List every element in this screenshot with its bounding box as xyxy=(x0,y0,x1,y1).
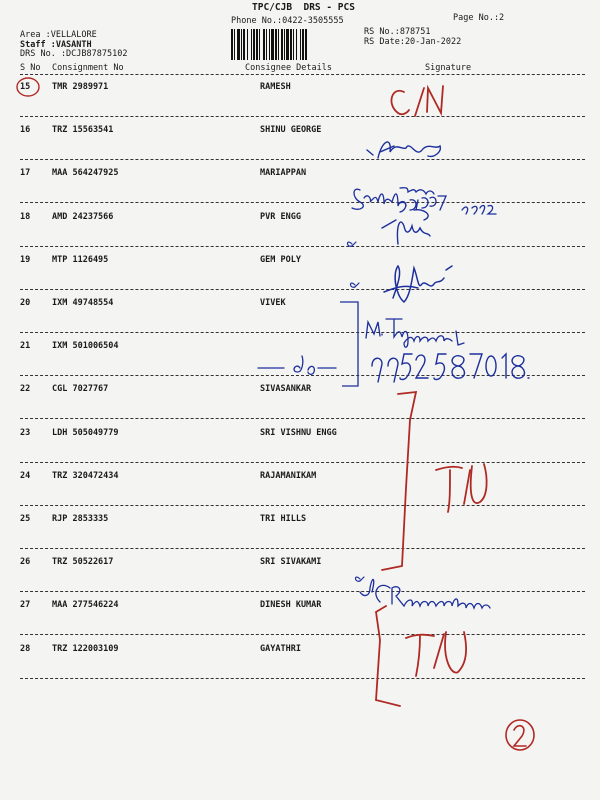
area-label: Area :VELLALORE xyxy=(20,30,97,40)
row-consignment-number: RJP 2853335 xyxy=(52,514,109,524)
row-divider xyxy=(20,462,585,463)
row-consignment-number: MTP 1126495 xyxy=(52,254,109,265)
staff-label: Staff :VASANTH xyxy=(20,40,92,50)
row-sno: 15 xyxy=(20,82,31,92)
row-consignee-name: SRI VISHNU ENGG xyxy=(260,427,337,438)
table-row xyxy=(0,125,600,169)
table-row xyxy=(0,514,600,558)
phone-number: Phone No.:0422-3505555 xyxy=(231,16,344,26)
table-row xyxy=(0,82,600,126)
col-header-consignee: Consignee Details xyxy=(245,63,332,73)
row-sno: 26 xyxy=(20,557,31,568)
col-header-sno: S No xyxy=(20,63,41,73)
table-row xyxy=(0,557,600,601)
row-consignee-name: SIVASANKAR xyxy=(260,384,312,395)
table-row xyxy=(0,600,600,644)
row-divider xyxy=(20,591,585,592)
row-divider xyxy=(20,332,585,333)
row-consignee-name: PVR ENGG xyxy=(260,211,301,222)
table-row xyxy=(0,428,600,472)
rs-number: RS No.:878751 xyxy=(364,27,431,37)
page-number: Page No.:2 xyxy=(453,13,505,23)
row-consignment-number: LDH 505049779 xyxy=(52,427,119,438)
row-sno: 24 xyxy=(20,470,31,481)
row-sno: 22 xyxy=(20,384,31,395)
row-divider xyxy=(20,289,585,290)
drs-number: DRS No. :DCJB87875102 xyxy=(20,49,128,59)
row-sno: 27 xyxy=(20,600,31,611)
table-row xyxy=(0,471,600,515)
table-row xyxy=(0,384,600,428)
row-divider xyxy=(20,202,585,203)
barcode xyxy=(230,29,358,60)
row-divider xyxy=(20,375,585,376)
row-consignee-name: TRI HILLS xyxy=(260,514,307,524)
row-divider xyxy=(20,116,585,117)
row-sno: 18 xyxy=(20,211,31,222)
row-consignment-number: MAA 277546224 xyxy=(52,600,119,611)
col-header-consignment: Consignment No xyxy=(52,63,124,73)
row-consignment-number: TRZ 320472434 xyxy=(52,470,119,481)
row-consignment-number: TRZ 15563541 xyxy=(52,125,114,136)
row-consignee-name: SRI SIVAKAMI xyxy=(260,557,322,568)
row-consignee-name: DINESH KUMAR xyxy=(260,600,322,611)
row-consignee-name: RAMESH xyxy=(260,82,291,92)
row-consignment-number: AMD 24237566 xyxy=(52,211,114,222)
row-divider xyxy=(20,548,585,549)
row-sno: 23 xyxy=(20,427,31,438)
row-consignee-name: RAJAMANIKAM xyxy=(260,470,317,481)
row-divider xyxy=(20,678,585,679)
row-sno: 20 xyxy=(20,298,31,308)
sheet-title: TPC/CJB DRS - PCS xyxy=(252,2,355,13)
row-consignment-number: MAA 564247925 xyxy=(52,168,119,179)
rs-date: RS Date:20-Jan-2022 xyxy=(364,37,462,47)
row-divider xyxy=(20,159,585,160)
row-divider xyxy=(20,418,585,419)
row-consignee-name: MARIAPPAN xyxy=(260,168,307,179)
row-divider xyxy=(20,505,585,506)
table-row xyxy=(0,168,600,212)
col-header-signature: Signature xyxy=(425,63,472,73)
header-divider xyxy=(20,74,585,75)
table-row xyxy=(0,644,600,688)
row-consignment-number: IXM 49748554 xyxy=(52,298,114,308)
row-sno: 16 xyxy=(20,125,31,136)
row-consignee-name: VIVEK xyxy=(260,298,286,308)
row-consignment-number: TRZ 122003109 xyxy=(52,643,119,654)
row-sno: 25 xyxy=(20,514,31,524)
table-row xyxy=(0,341,600,385)
row-consignment-number: TRZ 50522617 xyxy=(52,557,114,568)
row-sno: 21 xyxy=(20,341,31,352)
row-divider xyxy=(20,634,585,635)
row-sno: 17 xyxy=(20,168,31,179)
row-consignee-name: GAYATHRI xyxy=(260,643,301,654)
row-sno: 28 xyxy=(20,643,31,654)
row-consignee-name: GEM POLY xyxy=(260,254,301,265)
circled-number-handwriting xyxy=(506,720,534,750)
row-consignment-number: CGL 7027767 xyxy=(52,384,109,395)
table-row xyxy=(0,212,600,256)
table-row xyxy=(0,298,600,342)
table-row xyxy=(0,255,600,299)
row-divider xyxy=(20,246,585,247)
row-consignment-number: TMR 2989971 xyxy=(52,82,109,92)
row-consignment-number: IXM 501006504 xyxy=(52,341,119,352)
row-sno: 19 xyxy=(20,254,31,265)
row-consignee-name: SHINU GEORGE xyxy=(260,125,322,136)
